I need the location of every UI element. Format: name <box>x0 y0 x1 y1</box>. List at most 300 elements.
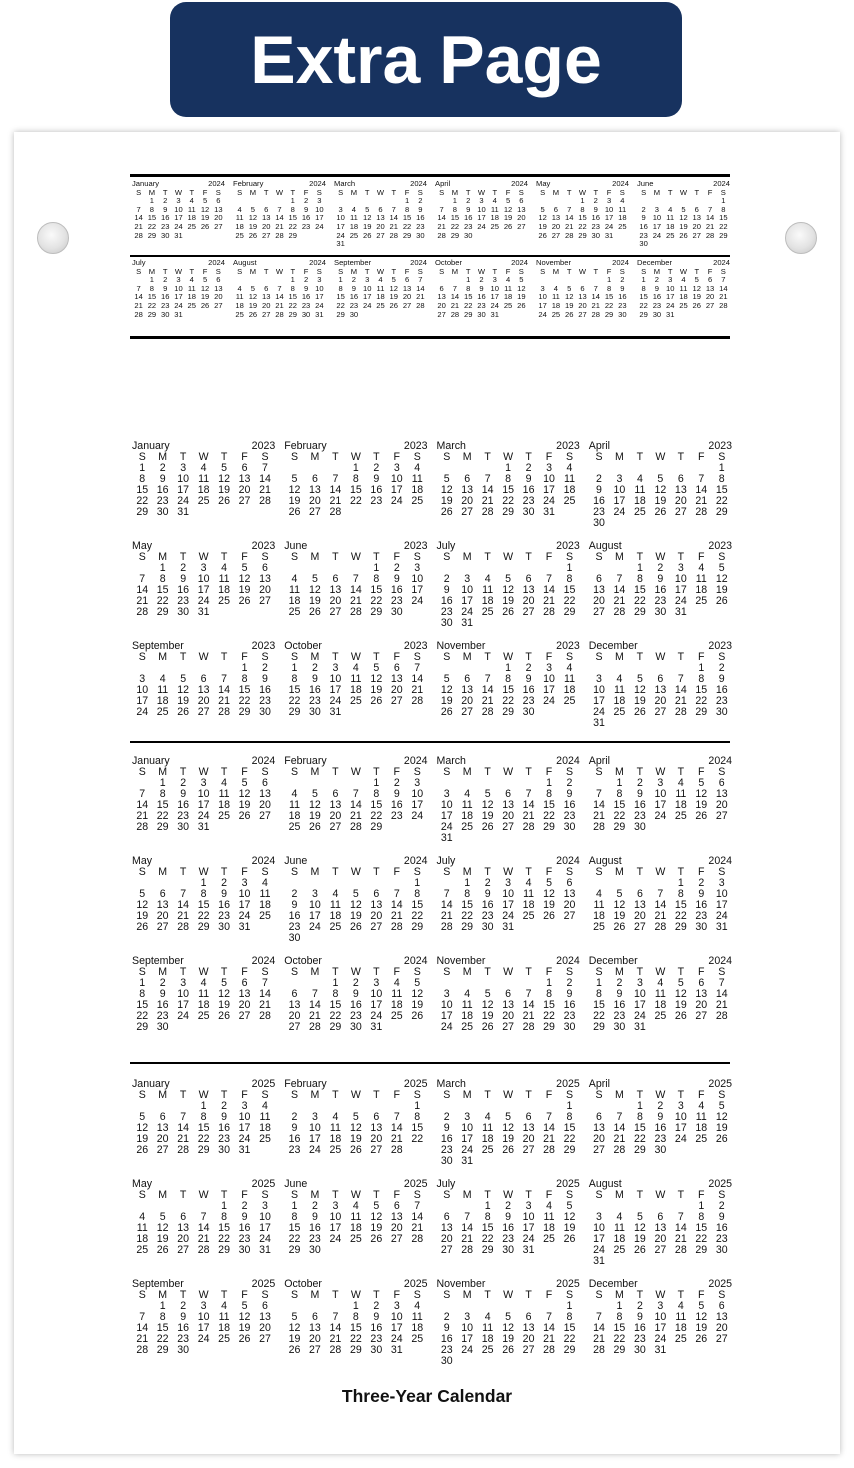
day-cell: 17 <box>538 300 547 310</box>
weekday-label: T <box>179 866 187 878</box>
weekday-label: W <box>503 766 514 778</box>
day-cell: 31 <box>461 1155 474 1167</box>
weekday-label: S <box>316 266 322 276</box>
day-cell: 1 <box>149 275 155 285</box>
day-cell: 3 <box>505 877 512 889</box>
day-cell: 28 <box>695 506 708 518</box>
weekday-label: S <box>316 187 322 197</box>
weekday-label: M <box>462 866 472 878</box>
day-cell: 21 <box>522 1010 535 1022</box>
day-cell: 14 <box>390 899 403 911</box>
day-cell: 3 <box>180 462 187 474</box>
day-cell: 27 <box>259 1333 271 1345</box>
month-name: June <box>637 179 654 188</box>
day-cell: 28 <box>390 921 403 933</box>
day-cell <box>691 1256 711 1267</box>
month-name: September <box>132 955 184 967</box>
day-cell: 19 <box>411 999 424 1011</box>
month-year: 2024 <box>511 179 528 188</box>
month-year: 2024 <box>208 258 225 267</box>
day-cell: 26 <box>613 921 626 933</box>
day-cell: 22 <box>288 1233 301 1245</box>
day-cell: 16 <box>288 910 301 922</box>
day-cell: 3 <box>636 977 643 989</box>
month-october <box>284 1279 427 1379</box>
day-cell: 13 <box>309 1322 321 1334</box>
day-cell <box>630 718 650 729</box>
day-cell: 21 <box>695 495 708 507</box>
weekday-label: T <box>162 187 168 197</box>
weekday-label: S <box>439 266 445 276</box>
day-cell <box>671 1256 691 1267</box>
day-cell <box>539 833 559 844</box>
weekday-label: W <box>198 451 209 463</box>
month-june <box>637 180 730 258</box>
day-cell: 23 <box>563 810 576 822</box>
day-cell: 3 <box>414 562 421 574</box>
day-cell <box>457 833 477 844</box>
day-cell: 19 <box>200 292 210 302</box>
weekday-label: F <box>393 1089 401 1101</box>
day-cell: 16 <box>218 1122 230 1134</box>
day-cell: 14 <box>349 799 362 811</box>
day-cell: 11 <box>218 1311 230 1323</box>
month-year: 2024 <box>612 258 629 267</box>
weekday-label: W <box>350 1189 361 1201</box>
day-cell: 15 <box>329 999 342 1011</box>
month-name: October <box>284 955 322 967</box>
weekday-label: T <box>593 187 599 197</box>
day-cell: 7 <box>391 204 396 214</box>
day-cell: 1 <box>159 1300 166 1312</box>
day-cell <box>366 933 386 944</box>
day-cell: 26 <box>502 606 515 618</box>
day-cell: 20 <box>329 810 342 822</box>
weekday-label: S <box>138 1189 146 1201</box>
day-cell: 3 <box>414 777 421 789</box>
day-cell: 8 <box>721 204 726 214</box>
week-row <box>437 833 580 844</box>
day-cell: 14 <box>593 1322 605 1334</box>
day-cell: 14 <box>522 799 535 811</box>
month-year: 2025 <box>251 1278 276 1290</box>
day-cell: 29 <box>402 230 412 240</box>
day-cell: 10 <box>177 988 190 1000</box>
day-cell: 23 <box>160 300 170 310</box>
weekday-label: M <box>310 1289 320 1301</box>
day-cell <box>559 1356 579 1367</box>
month-name: September <box>132 1278 184 1290</box>
day-cell: 12 <box>248 213 258 223</box>
day-cell: 20 <box>390 684 403 696</box>
month-year: 2023 <box>708 440 732 452</box>
weekday-label: T <box>484 651 491 663</box>
day-cell: 7 <box>414 1200 421 1212</box>
day-cell: 15 <box>147 213 157 223</box>
day-cell: 14 <box>134 213 143 223</box>
weekday-label: F <box>241 451 248 463</box>
day-cell: 28 <box>329 506 342 518</box>
weekday-label: T <box>373 1089 380 1101</box>
day-cell: 4 <box>378 275 383 285</box>
day-cell: 4 <box>596 888 602 900</box>
day-cell <box>691 607 711 618</box>
day-cell: 27 <box>440 1244 453 1256</box>
day-cell: 7 <box>352 573 359 585</box>
day-cell: 31 <box>593 1255 605 1267</box>
day-cell <box>407 822 427 833</box>
day-cell: 4 <box>657 977 664 989</box>
day-cell: 19 <box>238 584 251 596</box>
day-cell: 17 <box>543 684 555 696</box>
day-cell <box>671 1022 691 1033</box>
day-cell: 30 <box>156 1021 169 1033</box>
day-cell: 27 <box>329 606 342 618</box>
weekday-label: S <box>138 451 146 463</box>
day-cell: 12 <box>517 283 526 293</box>
day-cell: 25 <box>593 921 605 933</box>
day-cell: 6 <box>373 888 380 900</box>
day-cell: 15 <box>370 584 383 596</box>
day-cell: 7 <box>657 888 664 900</box>
day-cell: 9 <box>698 888 705 900</box>
day-cell: 8 <box>338 283 343 293</box>
weekday-label: F <box>202 266 208 276</box>
weekday-label: T <box>373 551 380 563</box>
day-cell: 20 <box>502 1010 515 1022</box>
day-cell: 28 <box>543 1344 555 1356</box>
weekday-label: S <box>718 966 726 978</box>
weekday-label: T <box>484 451 491 463</box>
day-cell: 28 <box>450 309 460 319</box>
month-march <box>437 756 580 856</box>
day-cell: 11 <box>504 283 512 293</box>
day-cell: 2 <box>311 662 318 674</box>
day-cell: 8 <box>636 1111 643 1123</box>
weekday-label: F <box>698 651 705 663</box>
day-cell: 20 <box>402 292 412 302</box>
day-cell: 25 <box>218 1333 230 1345</box>
day-cell <box>616 232 629 241</box>
day-cell: 25 <box>634 506 646 518</box>
week-row <box>132 1022 275 1033</box>
weekday-label: T <box>525 651 532 663</box>
day-cell: 17 <box>411 584 424 596</box>
weekday-label: S <box>619 187 625 197</box>
month-december <box>589 956 732 1056</box>
day-cell: 20 <box>593 1133 605 1145</box>
day-cell: 7 <box>262 977 268 989</box>
day-cell: 9 <box>180 788 187 800</box>
day-cell: 16 <box>370 1322 383 1334</box>
day-cell: 4 <box>159 673 166 685</box>
day-cell: 3 <box>596 1211 602 1223</box>
day-cell: 30 <box>481 921 494 933</box>
month-year: 2023 <box>556 640 580 652</box>
day-cell: 3 <box>464 1111 471 1123</box>
day-cell: 18 <box>654 999 667 1011</box>
day-cell: 22 <box>695 695 708 707</box>
day-cell: 27 <box>522 1144 535 1156</box>
day-cell: 7 <box>414 662 421 674</box>
day-cell: 27 <box>376 230 385 240</box>
day-cell: 24 <box>715 910 728 922</box>
day-cell: 14 <box>275 292 284 302</box>
month-name: January <box>132 179 160 188</box>
week-row <box>437 1356 580 1367</box>
week-row <box>589 607 732 618</box>
day-cell: 3 <box>540 283 545 293</box>
weekday-label: T <box>332 966 339 978</box>
month-year: 2024 <box>403 755 428 767</box>
month-name: April <box>588 1078 610 1090</box>
day-cell: 16 <box>288 1133 301 1145</box>
day-cell: 8 <box>159 788 166 800</box>
week-row <box>437 1145 580 1156</box>
day-cell: 9 <box>373 473 380 485</box>
day-cell: 25 <box>613 706 626 718</box>
day-cell: 7 <box>200 1211 207 1223</box>
day-cell: 2 <box>525 462 532 474</box>
weekday-label: S <box>443 966 451 978</box>
day-cell: 28 <box>134 309 143 319</box>
month-name: October <box>435 258 463 267</box>
month-april <box>589 756 732 856</box>
day-cell: 17 <box>593 695 605 707</box>
day-cell: 1 <box>484 1200 491 1212</box>
weekday-label: M <box>615 1089 624 1101</box>
day-cell: 12 <box>440 684 453 696</box>
day-cell: 15 <box>695 1222 708 1234</box>
day-cell: 1 <box>200 1100 207 1112</box>
day-cell: 20 <box>593 595 605 607</box>
day-cell: 5 <box>505 1311 512 1323</box>
day-cell: 6 <box>439 283 444 293</box>
day-cell: 2 <box>303 275 309 285</box>
weekday-label: W <box>679 266 688 276</box>
day-cell: 13 <box>695 988 708 1000</box>
day-cell: 2 <box>466 196 471 206</box>
week-row <box>589 922 732 933</box>
day-cell <box>347 240 360 249</box>
day-cell: 26 <box>674 1010 687 1022</box>
day-cell: 22 <box>349 495 362 507</box>
day-cell: 23 <box>591 221 600 231</box>
day-cell: 1 <box>566 1100 573 1112</box>
day-cell: 29 <box>156 821 169 833</box>
day-cell: 3 <box>393 1300 400 1312</box>
day-cell: 26 <box>309 821 321 833</box>
weekday-label: W <box>350 651 361 663</box>
weekday-header-row <box>284 767 427 778</box>
year-section-2023 <box>132 441 732 741</box>
month-name: December <box>637 258 673 267</box>
day-cell: 24 <box>315 300 324 310</box>
day-cell: 9 <box>466 204 471 214</box>
weekday-label: T <box>220 1289 228 1301</box>
day-cell: 16 <box>349 999 362 1011</box>
weekday-label: M <box>615 866 624 878</box>
day-cell <box>255 1022 275 1033</box>
day-cell <box>630 518 650 529</box>
day-cell: 26 <box>136 921 149 933</box>
day-cell: 23 <box>177 595 190 607</box>
day-cell: 11 <box>136 1222 148 1234</box>
day-cell: 12 <box>695 788 708 800</box>
weekday-label: S <box>443 1289 451 1301</box>
day-cell: 2 <box>163 275 168 285</box>
day-cell: 12 <box>349 899 362 911</box>
weekday-label: W <box>198 866 209 878</box>
month-year: 2025 <box>708 1078 732 1090</box>
day-cell: 5 <box>311 573 318 585</box>
day-cell: 6 <box>373 1111 380 1123</box>
day-cell: 25 <box>235 230 244 240</box>
day-cell: 7 <box>136 283 141 293</box>
day-cell: 13 <box>715 1311 728 1323</box>
day-cell: 29 <box>450 230 460 240</box>
day-cell: 8 <box>291 673 298 685</box>
day-cell: 5 <box>139 1111 146 1123</box>
weekday-label: W <box>198 1289 209 1301</box>
day-cell <box>255 607 275 618</box>
day-cell: 27 <box>309 1344 321 1356</box>
day-cell: 30 <box>440 1355 453 1367</box>
day-cell: 21 <box>654 910 667 922</box>
day-cell: 28 <box>674 1244 687 1256</box>
day-cell: 9 <box>657 573 664 585</box>
day-cell: 22 <box>563 1333 576 1345</box>
day-cell: 4 <box>505 275 511 285</box>
day-cell <box>671 1345 691 1356</box>
day-cell <box>346 933 366 944</box>
day-cell: 28 <box>349 821 362 833</box>
weekday-label: T <box>677 1189 685 1201</box>
day-cell: 9 <box>484 888 491 900</box>
day-cell: 4 <box>484 1111 491 1123</box>
day-cell: 11 <box>675 1311 687 1323</box>
weekday-label: S <box>237 187 243 197</box>
day-cell: 9 <box>525 673 532 685</box>
weekday-label: M <box>158 1289 168 1301</box>
month-may <box>132 541 275 641</box>
day-cell: 7 <box>221 673 228 685</box>
day-cell: 31 <box>238 1144 251 1156</box>
month-year: 2024 <box>511 258 528 267</box>
day-cell: 2 <box>418 196 423 206</box>
day-cell: 28 <box>259 1010 271 1022</box>
day-cell: 25 <box>481 606 494 618</box>
day-cell: 12 <box>543 888 555 900</box>
day-cell: 13 <box>593 584 605 596</box>
weekday-label: W <box>350 451 361 463</box>
day-cell: 5 <box>139 888 146 900</box>
day-cell: 13 <box>522 1322 535 1334</box>
day-cell: 16 <box>309 1222 321 1234</box>
day-cell: 4 <box>262 877 268 889</box>
weekday-label: W <box>198 1089 209 1101</box>
month-year: 2023 <box>251 540 276 552</box>
day-cell: 15 <box>502 684 515 696</box>
day-cell: 3 <box>479 196 484 206</box>
month-may <box>536 180 629 258</box>
week-row <box>284 1345 427 1356</box>
day-cell: 20 <box>156 1133 169 1145</box>
weekday-label: S <box>417 187 423 197</box>
day-cell: 8 <box>149 204 155 214</box>
day-cell: 28 <box>481 506 494 518</box>
day-cell: 2 <box>616 977 623 989</box>
weekday-label: W <box>655 451 666 463</box>
weekday-label: T <box>525 1189 532 1201</box>
day-cell: 17 <box>362 292 372 302</box>
day-cell: 25 <box>288 606 301 618</box>
day-cell: 15 <box>719 213 728 223</box>
day-cell: 1 <box>566 1300 573 1312</box>
day-cell: 27 <box>654 1244 667 1256</box>
weekday-label: W <box>655 866 666 878</box>
day-cell: 6 <box>216 196 221 206</box>
day-cell: 1 <box>596 977 602 989</box>
day-cell: 30 <box>288 932 301 944</box>
day-cell: 29 <box>695 1244 708 1256</box>
day-cell: 31 <box>315 309 324 319</box>
week-row <box>589 1145 732 1156</box>
day-cell: 26 <box>411 1010 424 1022</box>
weekday-label: T <box>636 451 644 463</box>
day-cell: 8 <box>404 204 410 214</box>
weekday-label: S <box>261 1289 269 1301</box>
day-cell: 23 <box>160 221 170 231</box>
day-cell: 27 <box>551 230 561 240</box>
day-cell: 10 <box>336 213 345 223</box>
week-row <box>284 507 427 518</box>
day-cell: 1 <box>505 662 512 674</box>
day-cell: 1 <box>200 877 207 889</box>
day-cell: 9 <box>593 204 598 214</box>
day-cell: 31 <box>238 921 251 933</box>
month-name: May <box>132 1178 153 1190</box>
top-strip-row-2 <box>132 259 730 337</box>
weekday-label: S <box>413 551 421 563</box>
weekday-label: W <box>503 651 514 663</box>
month-february <box>284 756 427 856</box>
weekday-label: S <box>718 1289 726 1301</box>
day-cell: 15 <box>197 899 210 911</box>
day-cell: 5 <box>698 777 705 789</box>
week-row <box>437 507 580 518</box>
day-cell: 12 <box>715 1111 728 1123</box>
day-cell: 13 <box>376 213 385 223</box>
day-cell: 14 <box>593 799 605 811</box>
day-cell: 21 <box>593 810 605 822</box>
weekday-label: W <box>655 966 666 978</box>
week-row <box>637 232 730 241</box>
day-cell: 11 <box>198 473 210 485</box>
weekday-label: M <box>615 651 624 663</box>
month-name: September <box>132 640 184 652</box>
day-cell: 10 <box>315 204 324 214</box>
day-cell: 18 <box>481 1333 494 1345</box>
day-cell: 26 <box>370 1233 383 1245</box>
weekday-label: S <box>413 866 421 878</box>
day-cell: 13 <box>593 1122 605 1134</box>
day-cell: 30 <box>634 821 646 833</box>
day-cell: 26 <box>481 821 494 833</box>
day-cell <box>518 1156 538 1167</box>
day-cell: 7 <box>452 283 458 293</box>
weekday-label: M <box>158 1089 168 1101</box>
